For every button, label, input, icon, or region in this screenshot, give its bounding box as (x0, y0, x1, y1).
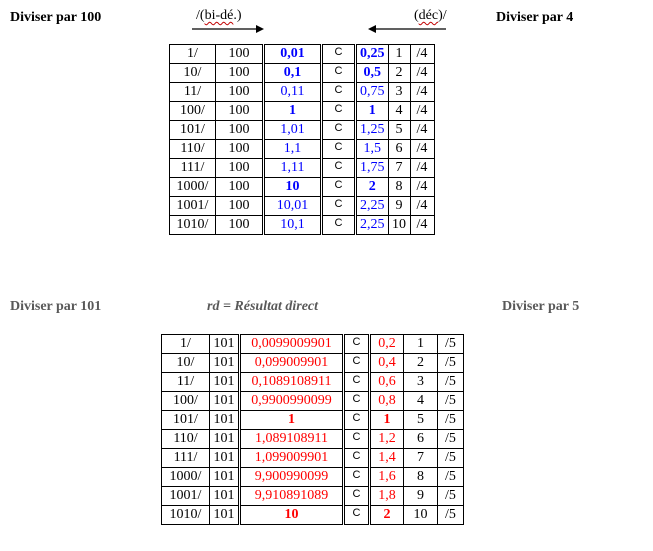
divisor-cell: 100 (216, 45, 264, 64)
result-cell: 10 (240, 506, 344, 525)
denominator-cell: /4 (410, 216, 434, 235)
divisor-cell: 101 (210, 354, 240, 373)
denominator-cell: /4 (410, 159, 434, 178)
binary-cell: 10/ (170, 64, 216, 83)
c-marker-cell: C (322, 121, 356, 140)
divisor-cell: 100 (216, 216, 264, 235)
numerator-cell: 10 (404, 506, 438, 525)
decimal-cell: 0,8 (370, 392, 404, 411)
divisor-cell: 101 (210, 487, 240, 506)
label-diviser-par-4: Diviser par 4 (496, 10, 574, 25)
divisor-cell: 100 (216, 197, 264, 216)
binary-cell: 1010/ (162, 506, 210, 525)
denominator-cell: /4 (410, 102, 434, 121)
table-row (170, 45, 435, 64)
c-marker-cell: C (344, 411, 370, 430)
denominator-cell: /5 (438, 449, 464, 468)
decimal-cell: 0,5 (356, 64, 389, 83)
arrow-right-prefix: ( (414, 8, 419, 23)
result-cell: 9,900990099 (240, 468, 344, 487)
result-cell: 0,9900990099 (240, 392, 344, 411)
table-row (170, 121, 435, 140)
c-marker-cell: C (344, 487, 370, 506)
divisor-cell: 101 (210, 335, 240, 354)
result-cell: 1,089108911 (240, 430, 344, 449)
c-marker-cell: C (344, 449, 370, 468)
divisor-cell: 101 (210, 430, 240, 449)
c-marker-cell: C (344, 392, 370, 411)
result-cell: 0,099009901 (240, 354, 344, 373)
divisor-cell: 100 (216, 121, 264, 140)
table-row (170, 178, 435, 197)
divisor-cell: 100 (216, 159, 264, 178)
result-cell: 0,1089108911 (240, 373, 344, 392)
numerator-cell: 9 (404, 487, 438, 506)
binary-cell: 1001/ (170, 197, 216, 216)
numerator-cell: 4 (404, 392, 438, 411)
binary-cell: 10/ (162, 354, 210, 373)
result-cell: 1,01 (264, 121, 322, 140)
table-row (170, 64, 435, 83)
result-cell: 0,1 (264, 64, 322, 83)
result-cell: 9,910891089 (240, 487, 344, 506)
decimal-cell: 1,25 (356, 121, 389, 140)
label-diviser-par-101: Diviser par 101 (10, 299, 102, 314)
table-divide-by-101 (161, 334, 464, 525)
table-row (170, 140, 435, 159)
decimal-cell: 0,75 (356, 83, 389, 102)
table-divide-by-100 (169, 44, 435, 235)
numerator-cell: 4 (388, 102, 410, 121)
denominator-cell: /5 (438, 468, 464, 487)
divisor-cell: 100 (216, 102, 264, 121)
denominator-cell: /5 (438, 506, 464, 525)
table-row (162, 354, 464, 373)
numerator-cell: 10 (388, 216, 410, 235)
binary-cell: 111/ (162, 449, 210, 468)
denominator-cell: /4 (410, 83, 434, 102)
denominator-cell: /5 (438, 430, 464, 449)
table-row (162, 430, 464, 449)
binary-cell: 110/ (162, 430, 210, 449)
result-cell: 1,11 (264, 159, 322, 178)
decimal-cell: 1,8 (370, 487, 404, 506)
numerator-cell: 2 (388, 64, 410, 83)
binary-cell: 1001/ (162, 487, 210, 506)
divisor-cell: 100 (216, 64, 264, 83)
binary-cell: 1000/ (162, 468, 210, 487)
numerator-cell: 5 (388, 121, 410, 140)
denominator-cell: /5 (438, 392, 464, 411)
label-resultat-direct: rd = Résultat direct (207, 299, 319, 314)
c-marker-cell: C (344, 430, 370, 449)
numerator-cell: 2 (404, 354, 438, 373)
result-cell: 0,01 (264, 45, 322, 64)
arrow-left-prefix: /( (196, 8, 205, 23)
table-row (162, 373, 464, 392)
result-cell: 10,1 (264, 216, 322, 235)
c-marker-cell: C (344, 354, 370, 373)
table-row (162, 468, 464, 487)
table-row (170, 102, 435, 121)
table-row (162, 449, 464, 468)
table-row (162, 335, 464, 354)
numerator-cell: 7 (388, 159, 410, 178)
arrow-right-word: déc (418, 8, 439, 23)
decimal-cell: 1 (356, 102, 389, 121)
decimal-cell: 2,25 (356, 216, 389, 235)
denominator-cell: /5 (438, 487, 464, 506)
c-marker-cell: C (322, 216, 356, 235)
binary-cell: 101/ (170, 121, 216, 140)
c-marker-cell: C (322, 178, 356, 197)
label-diviser-par-100: Diviser par 100 (10, 10, 102, 25)
denominator-cell: /4 (410, 121, 434, 140)
decimal-cell: 0,4 (370, 354, 404, 373)
divisor-cell: 100 (216, 140, 264, 159)
c-marker-cell: C (322, 45, 356, 64)
c-marker-cell: C (322, 64, 356, 83)
denominator-cell: /4 (410, 64, 434, 83)
denominator-cell: /5 (438, 373, 464, 392)
table-row (162, 487, 464, 506)
c-marker-cell: C (344, 335, 370, 354)
arrow-left-word: bi-dé (204, 8, 234, 23)
binary-cell: 100/ (162, 392, 210, 411)
c-marker-cell: C (344, 373, 370, 392)
numerator-cell: 8 (388, 178, 410, 197)
numerator-cell: 1 (404, 335, 438, 354)
c-marker-cell: C (344, 468, 370, 487)
table-row (170, 83, 435, 102)
numerator-cell: 8 (404, 468, 438, 487)
decimal-cell: 1,6 (370, 468, 404, 487)
c-marker-cell: C (322, 140, 356, 159)
denominator-cell: /4 (410, 197, 434, 216)
result-cell: 0,11 (264, 83, 322, 102)
numerator-cell: 6 (388, 140, 410, 159)
decimal-cell: 2 (356, 178, 389, 197)
decimal-cell: 1,5 (356, 140, 389, 159)
table-row (162, 411, 464, 430)
binary-cell: 111/ (170, 159, 216, 178)
c-marker-cell: C (344, 506, 370, 525)
table-row (162, 506, 464, 525)
result-cell: 1 (240, 411, 344, 430)
right-arrow-icon (192, 24, 264, 34)
binary-cell: 1000/ (170, 178, 216, 197)
left-arrow-icon (368, 24, 446, 34)
decimal-cell: 2 (370, 506, 404, 525)
divisor-cell: 101 (210, 506, 240, 525)
binary-cell: 1/ (162, 335, 210, 354)
decimal-cell: 1,4 (370, 449, 404, 468)
result-cell: 1,099009901 (240, 449, 344, 468)
divisor-cell: 101 (210, 411, 240, 430)
binary-cell: 101/ (162, 411, 210, 430)
decimal-cell: 2,25 (356, 197, 389, 216)
decimal-cell: 0,2 (370, 335, 404, 354)
result-cell: 10 (264, 178, 322, 197)
c-marker-cell: C (322, 83, 356, 102)
denominator-cell: /5 (438, 411, 464, 430)
divisor-cell: 100 (216, 178, 264, 197)
denominator-cell: /4 (410, 140, 434, 159)
result-cell: 1,1 (264, 140, 322, 159)
decimal-cell: 0,6 (370, 373, 404, 392)
numerator-cell: 6 (404, 430, 438, 449)
c-marker-cell: C (322, 102, 356, 121)
denominator-cell: /5 (438, 335, 464, 354)
binary-cell: 11/ (170, 83, 216, 102)
binary-cell: 110/ (170, 140, 216, 159)
denominator-cell: /5 (438, 354, 464, 373)
denominator-cell: /4 (410, 178, 434, 197)
label-diviser-par-5: Diviser par 5 (502, 299, 580, 314)
c-marker-cell: C (322, 197, 356, 216)
arrow-left-caption (196, 8, 242, 24)
arrow-left-suffix: .) (233, 8, 242, 23)
table-row (170, 216, 435, 235)
table-row (162, 392, 464, 411)
table-row (170, 159, 435, 178)
numerator-cell: 7 (404, 449, 438, 468)
arrow-right-caption (414, 8, 447, 24)
divisor-cell: 101 (210, 468, 240, 487)
numerator-cell: 3 (404, 373, 438, 392)
divisor-cell: 101 (210, 449, 240, 468)
binary-cell: 100/ (170, 102, 216, 121)
numerator-cell: 3 (388, 83, 410, 102)
numerator-cell: 5 (404, 411, 438, 430)
result-cell: 0,0099009901 (240, 335, 344, 354)
divisor-cell: 101 (210, 392, 240, 411)
numerator-cell: 9 (388, 197, 410, 216)
decimal-cell: 1,2 (370, 430, 404, 449)
table-row (170, 197, 435, 216)
binary-cell: 11/ (162, 373, 210, 392)
denominator-cell: /4 (410, 45, 434, 64)
binary-cell: 1010/ (170, 216, 216, 235)
divisor-cell: 101 (210, 373, 240, 392)
decimal-cell: 1 (370, 411, 404, 430)
result-cell: 1 (264, 102, 322, 121)
result-cell: 10,01 (264, 197, 322, 216)
arrow-right-suffix: )/ (438, 8, 447, 23)
divisor-cell: 100 (216, 83, 264, 102)
numerator-cell: 1 (388, 45, 410, 64)
decimal-cell: 0,25 (356, 45, 389, 64)
binary-cell: 1/ (170, 45, 216, 64)
c-marker-cell: C (322, 159, 356, 178)
decimal-cell: 1,75 (356, 159, 389, 178)
